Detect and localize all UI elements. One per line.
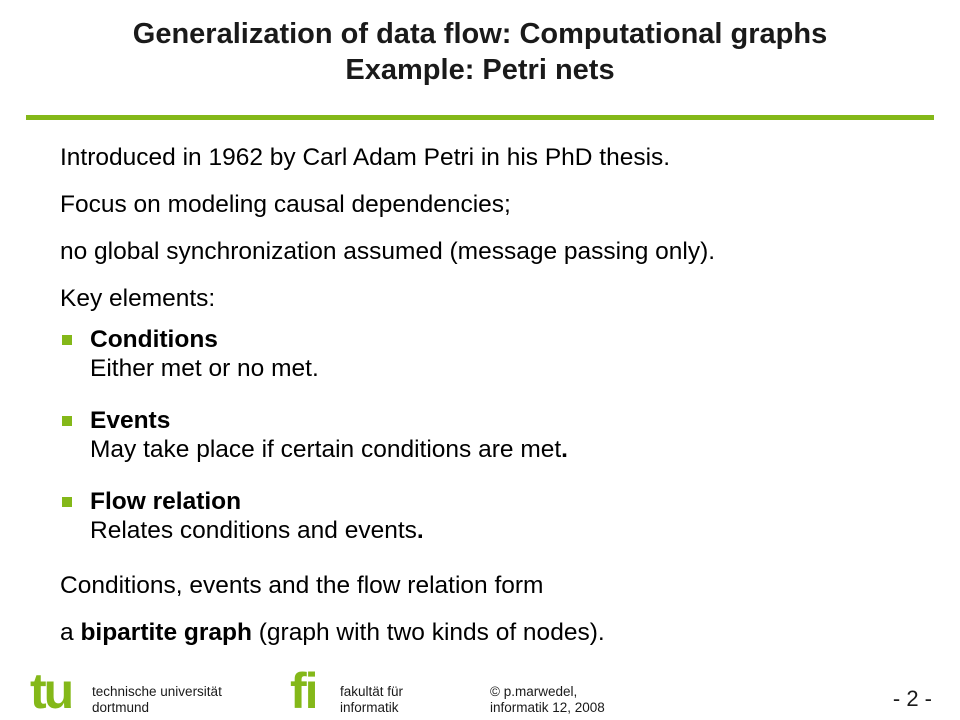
tu-dortmund-logo: tu [30, 663, 72, 719]
intro-paragraph: Introduced in 1962 by Carl Adam Petri in his PhD thesis. [60, 144, 671, 171]
bullet-events-description: May take place if certain conditions are met. [90, 436, 568, 463]
slide-title [0, 16, 960, 88]
square-bullet-icon [62, 416, 72, 426]
university-name: technische universität dortmund [92, 684, 222, 715]
slide-title-line1: Generalization of data flow: Computational graphs [132, 18, 828, 50]
bipartite-graph-term: bipartite graph [80, 619, 252, 646]
bipartite-paragraph: a bipartite graph (graph with two kinds of nodes). [60, 619, 605, 646]
bullet-flow-relation-description: Relates conditions and events. [90, 517, 424, 544]
focus-paragraph: Focus on modeling causal dependencies; [60, 191, 511, 218]
square-bullet-icon [62, 335, 72, 345]
title-divider [26, 115, 934, 120]
synchronization-paragraph: no global synchronization assumed (message passing only). [60, 238, 716, 265]
bullet-conditions-description: Either met or no met. [90, 355, 319, 382]
square-bullet-icon [62, 497, 72, 507]
summary-paragraph: Conditions, events and the flow relation form [60, 572, 544, 599]
faculty-name: fakultät für informatik [340, 684, 404, 715]
bullet-conditions-title: Conditions [90, 326, 218, 353]
copyright-notice: © p.marwedel, informatik 12, 2008 [490, 684, 605, 715]
slide-title-line2: Example: Petri nets [345, 54, 615, 86]
slide-footer [0, 663, 960, 720]
bullet-events-title: Events [90, 407, 171, 434]
key-elements-heading: Key elements: [60, 285, 216, 312]
fi-faculty-logo: fi [290, 663, 317, 719]
page-number: - 2 - [892, 686, 932, 711]
bullet-flow-relation-title: Flow relation [90, 488, 242, 515]
